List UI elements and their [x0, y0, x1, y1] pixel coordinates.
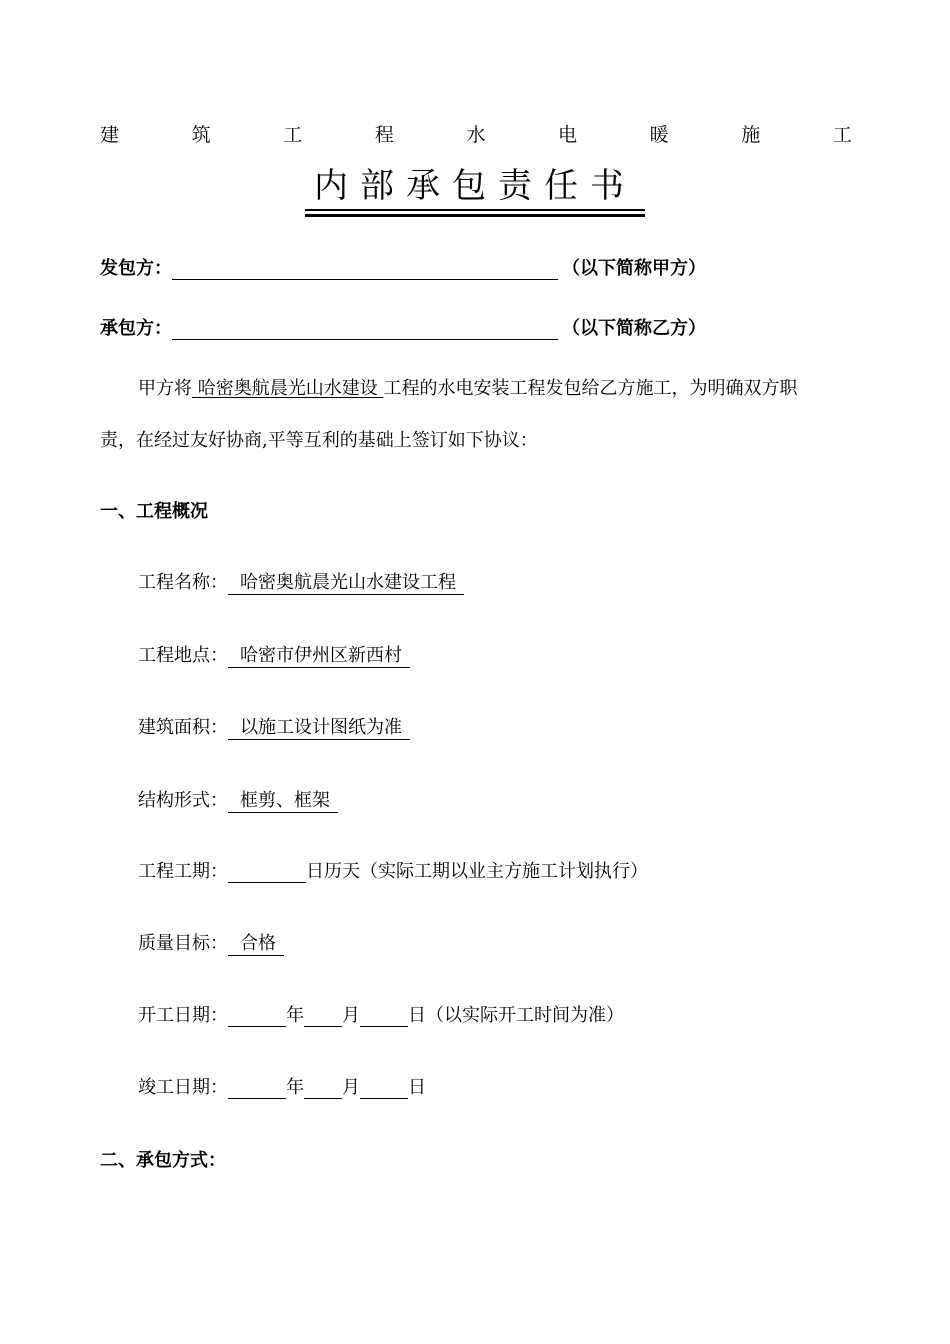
issuer-blank-line[interactable]: [172, 257, 558, 280]
field-value: 合格: [228, 933, 284, 956]
subtitle-char: 暖: [649, 124, 669, 146]
document-subtitle: [100, 120, 852, 147]
title-underline-thick: [305, 214, 645, 217]
month-label: 月: [342, 1077, 360, 1098]
day-label: 日: [408, 1005, 426, 1026]
issuer-row: [100, 254, 706, 280]
intro-text-a: 甲方将: [138, 378, 192, 399]
intro-paragraph-line1: [100, 374, 852, 400]
section2-heading: 二、承包方式：: [100, 1150, 226, 1171]
field-structure-type: [138, 786, 338, 812]
field-project-name: [138, 568, 464, 594]
end-day-blank[interactable]: [360, 1078, 408, 1099]
duration-blank[interactable]: [228, 862, 306, 883]
subtitle-char: 筑: [191, 124, 211, 146]
subtitle-char: 建: [100, 124, 120, 146]
month-label: 月: [342, 1005, 360, 1026]
subtitle-char: 施: [741, 124, 761, 146]
field-value: 框剪、框架: [228, 790, 338, 813]
document-title: 内部承包责任书: [314, 166, 636, 206]
field-label: 开工日期：: [138, 1005, 228, 1026]
field-end-date: [138, 1073, 426, 1099]
field-label: 工程名称：: [138, 572, 228, 593]
start-year-blank[interactable]: [228, 1006, 286, 1027]
field-value: 哈密奥航晨光山水建设工程: [228, 572, 464, 595]
issuer-label: 发包方：: [100, 258, 172, 279]
contractor-blank-line[interactable]: [172, 317, 558, 340]
intro-project-name: 哈密奥航晨光山水建设: [192, 378, 384, 399]
duration-suffix: 日历天（实际工期以业主方施工计划执行）: [306, 861, 648, 882]
issuer-suffix: （以下简称甲方）: [562, 258, 706, 279]
end-year-blank[interactable]: [228, 1078, 286, 1099]
intro-text-b: 工程的水电安装工程发包给乙方施工，为明确双方职: [383, 378, 798, 399]
day-label: 日: [408, 1077, 426, 1098]
start-month-blank[interactable]: [304, 1006, 342, 1027]
subtitle-char: 电: [558, 124, 578, 146]
field-duration: [138, 857, 648, 883]
contractor-suffix: （以下简称乙方）: [562, 318, 706, 339]
field-label: 工程地点：: [138, 645, 228, 666]
field-value: 以施工设计图纸为准: [228, 717, 410, 740]
year-label: 年: [286, 1005, 304, 1026]
subtitle-char: 工: [832, 124, 852, 146]
field-label: 竣工日期：: [138, 1077, 228, 1098]
field-quality: [138, 929, 284, 955]
field-label: 质量目标：: [138, 933, 228, 954]
contractor-label: 承包方：: [100, 318, 172, 339]
year-label: 年: [286, 1077, 304, 1098]
field-label: 结构形式：: [138, 790, 228, 811]
section1-heading: 一、工程概况: [100, 501, 208, 522]
field-start-date: [138, 1001, 624, 1027]
intro-paragraph-line2: 责，在经过友好协商,平等互利的基础上签订如下协议：: [100, 430, 538, 451]
field-label: 工程工期：: [138, 861, 228, 882]
field-building-area: [138, 713, 410, 739]
subtitle-char: 工: [283, 124, 303, 146]
start-day-blank[interactable]: [360, 1006, 408, 1027]
field-label: 建筑面积：: [138, 717, 228, 738]
subtitle-char: 水: [466, 124, 486, 146]
end-month-blank[interactable]: [304, 1078, 342, 1099]
field-project-location: [138, 641, 410, 667]
field-value: 哈密市伊州区新西村: [228, 645, 410, 668]
start-note: （以实际开工时间为准）: [426, 1005, 624, 1026]
subtitle-char: 程: [374, 124, 394, 146]
title-underline: [305, 209, 645, 211]
contractor-row: [100, 314, 706, 340]
